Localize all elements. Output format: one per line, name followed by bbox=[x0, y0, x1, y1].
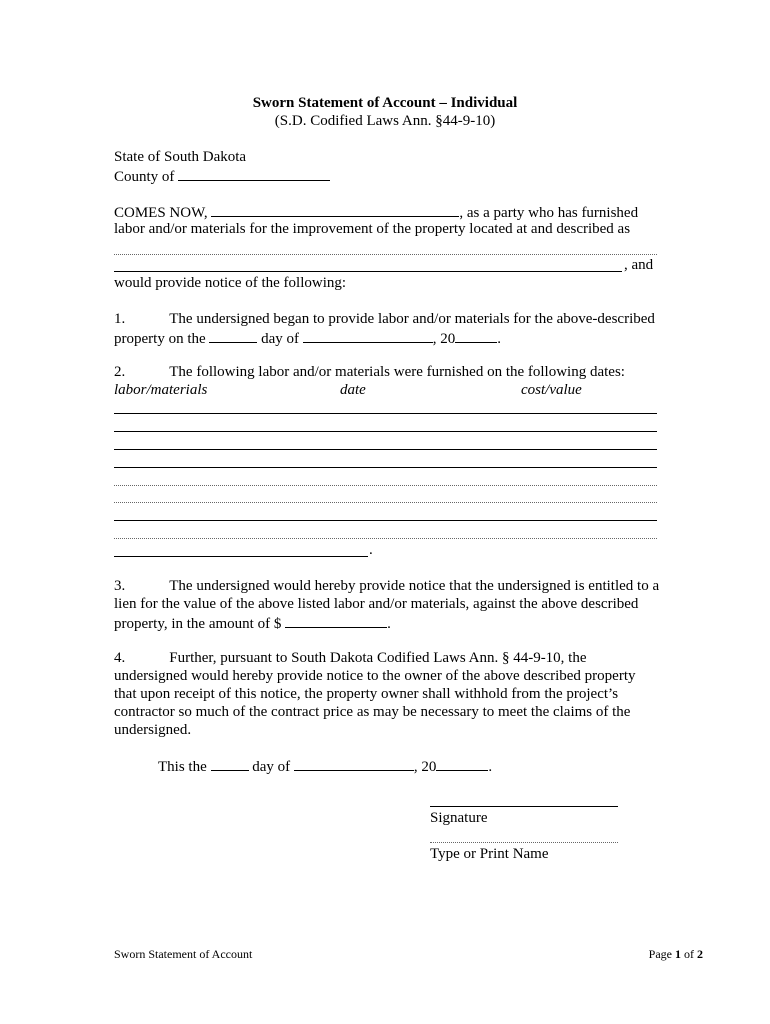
item-3-line-b: lien for the value of the above listed labor and/or materials, against the above described bbox=[114, 596, 639, 612]
item-4-line-b: undersigned would hereby provide notice to the owner of the above described property bbox=[114, 668, 636, 684]
item-4-line-c: that upon receipt of this notice, the property owner shall withhold from the project’s bbox=[114, 686, 619, 702]
item-1-year-label: , 20 bbox=[432, 331, 456, 347]
document-title: Sworn Statement of Account – Individual bbox=[252, 95, 518, 111]
item-3-line-c bbox=[114, 613, 391, 633]
footer-total-pages: 2 bbox=[697, 947, 703, 961]
item-4-line-d: contractor so much of the contract price as may be necessary to meet the claims of the bbox=[114, 704, 631, 720]
dated-line bbox=[158, 756, 492, 776]
item-3-amount-label: property, in the amount of $ bbox=[114, 616, 282, 632]
footer-page-number bbox=[590, 945, 703, 963]
item-2-number: 2. bbox=[114, 364, 126, 380]
dated-month-blank[interactable] bbox=[294, 756, 414, 771]
item-1-end: . bbox=[497, 331, 502, 347]
item-4-text-a: Further, pursuant to South Dakota Codified Laws Ann. § 44-9-10, the bbox=[169, 650, 587, 666]
intro-line-2: labor and/or materials for the improvement of the property located at and described as bbox=[114, 221, 631, 237]
signature-label: Signature bbox=[430, 810, 488, 826]
dated-day-blank[interactable] bbox=[211, 756, 249, 771]
item-2-line bbox=[114, 363, 625, 381]
lien-amount-blank[interactable] bbox=[285, 613, 387, 628]
entry-line[interactable] bbox=[114, 520, 657, 521]
dated-day-of: day of bbox=[252, 759, 291, 775]
item-3-line-a bbox=[114, 577, 659, 595]
dated-end: . bbox=[488, 759, 493, 775]
print-name-line[interactable] bbox=[430, 842, 618, 843]
item-1-text-pre: property on the bbox=[114, 331, 206, 347]
item-1-text-a: The undersigned began to provide labor and/or materials for the above-described bbox=[169, 311, 655, 327]
item-1-number: 1. bbox=[114, 311, 126, 327]
item-2-text: The following labor and/or materials were furnished on the following dates: bbox=[169, 364, 625, 380]
footer-of-word: of bbox=[684, 947, 694, 961]
item-1-line-a bbox=[114, 310, 655, 328]
entry-line[interactable] bbox=[114, 502, 657, 503]
item-4-line-e: undersigned. bbox=[114, 722, 192, 738]
item-1-day-of: day of bbox=[261, 331, 300, 347]
column-labor-materials: labor/materials bbox=[114, 382, 208, 398]
county-blank[interactable] bbox=[178, 166, 330, 181]
comes-now-label: COMES NOW, bbox=[114, 205, 208, 221]
party-text: , as a party who has furnished bbox=[459, 205, 639, 221]
dated-year-blank[interactable] bbox=[436, 756, 488, 771]
item-1-day-blank[interactable] bbox=[209, 328, 257, 343]
and-text: , and bbox=[624, 257, 654, 273]
print-name-label: Type or Print Name bbox=[430, 846, 549, 862]
document-subtitle: (S.D. Codified Laws Ann. §44-9-10) bbox=[274, 113, 496, 129]
footer-current-page: 1 bbox=[675, 947, 681, 961]
state-line: State of South Dakota bbox=[114, 149, 247, 165]
entry-line[interactable] bbox=[114, 431, 657, 432]
entry-line[interactable] bbox=[114, 413, 657, 414]
county-line bbox=[114, 166, 330, 186]
property-description-blank-1[interactable] bbox=[114, 254, 657, 255]
entry-line[interactable] bbox=[114, 485, 657, 486]
column-date: date bbox=[340, 382, 366, 398]
item-1-line-b bbox=[114, 328, 501, 348]
entry-line-last[interactable] bbox=[114, 556, 368, 557]
column-cost-value: cost/value bbox=[521, 382, 582, 398]
dated-year-label: , 20 bbox=[413, 759, 437, 775]
county-label: County of bbox=[114, 169, 175, 185]
comes-now-line bbox=[114, 202, 638, 222]
entry-line[interactable] bbox=[114, 449, 657, 450]
entry-line[interactable] bbox=[114, 467, 657, 468]
item-4-number: 4. bbox=[114, 650, 126, 666]
property-description-blank-2[interactable] bbox=[114, 271, 622, 272]
party-name-blank[interactable] bbox=[211, 202, 459, 217]
item-4-line-a bbox=[114, 649, 587, 667]
entry-line[interactable] bbox=[114, 538, 657, 539]
item-1-month-blank[interactable] bbox=[303, 328, 433, 343]
item-2-end: . bbox=[369, 542, 373, 558]
item-3-end: . bbox=[387, 616, 391, 632]
item-3-text-a: The undersigned would hereby provide notice that the undersigned is entitled to a bbox=[169, 578, 660, 594]
footer-page-word: Page bbox=[648, 947, 672, 961]
item-3-number: 3. bbox=[114, 578, 126, 594]
signature-line[interactable] bbox=[430, 806, 618, 807]
dated-pre: This the bbox=[158, 759, 207, 775]
footer-title: Sworn Statement of Account bbox=[114, 947, 253, 961]
intro-line-4: would provide notice of the following: bbox=[114, 275, 347, 291]
item-1-year-blank[interactable] bbox=[455, 328, 497, 343]
